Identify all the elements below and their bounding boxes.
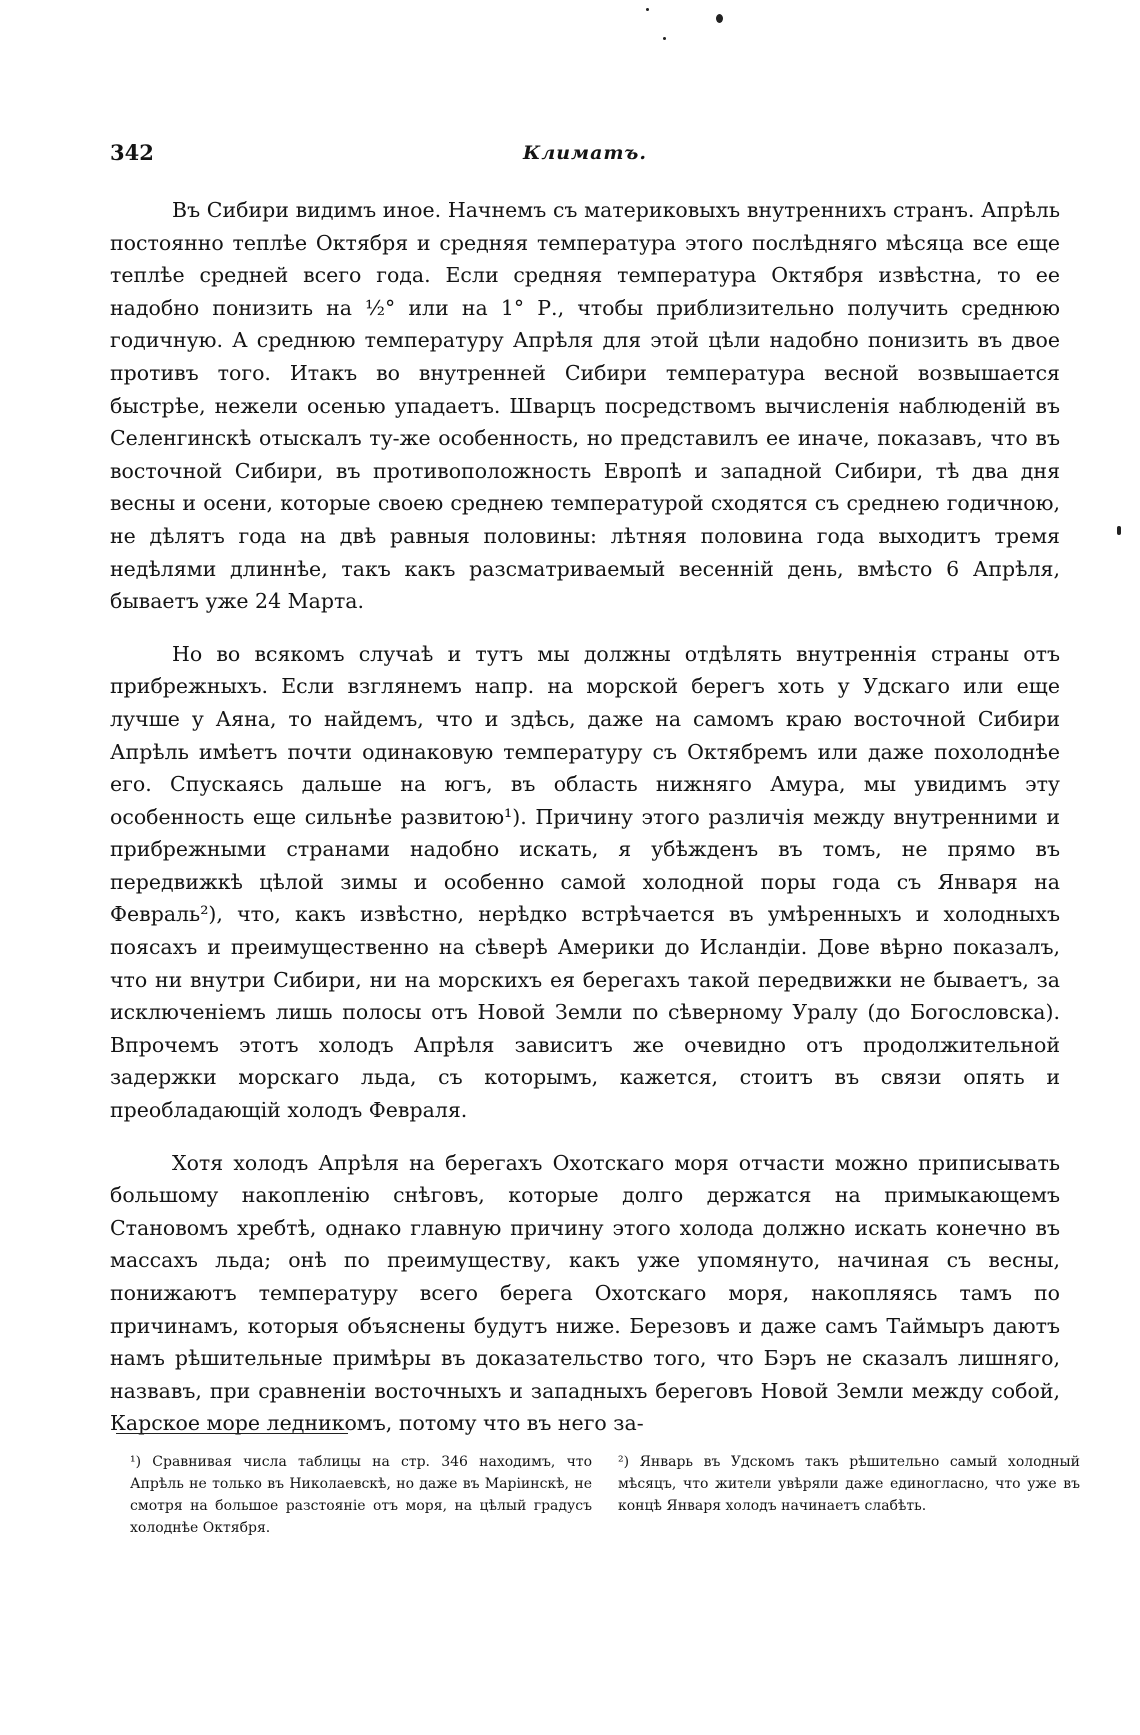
- scan-speck: [663, 37, 666, 40]
- footnote-2: ²) Январь въ Удскомъ такъ рѣшительно самый холодный мѣсяцъ, что жители увѣряли даже единогласно, что уже въ концѣ Января холодъ начинаетъ слабѣть.: [618, 1454, 1080, 1514]
- paragraph: Но во всякомъ случаѣ и тутъ мы должны отдѣлять внутреннія страны отъ прибрежныхъ. Если взглянемъ напр. на морской берегъ хоть у Удскаго или еще лучше у Аяна, то найдемъ, что и здѣсь, даже на самомъ краю восточной Сибири Апрѣль имѣетъ почти одинаковую температуру съ Октябремъ или даже похолоднѣе его. Спускаясь дальше на югъ, въ область нижняго Амура, мы увидимъ эту особенность еще сильнѣе развитою¹). Причину этого различія между внутренними и прибрежными странами надобно искать, я убѣжденъ въ томъ, не прямо въ передвижкѣ цѣлой зимы и особенно самой холодной поры года съ Января на Февраль²), что, какъ извѣстно, нерѣдко встрѣчается въ умѣренныхъ и холодныхъ поясахъ и преимущественно на сѣверѣ Америки до Исландіи. Дове вѣрно показалъ, что ни внутри Сибири, ни на морскихъ ея берегахъ такой передвижки не бываетъ, за исключеніемъ лишь полосы отъ Новой Земли по сѣверному Уралу (до Богословска). Впрочемъ этотъ холодъ Апрѣля зависитъ же очевидно отъ продолжительной задержки морскаго льда, съ которымъ, кажется, стоитъ въ связи опять и преобладающій холодъ Февраля.: [110, 641, 1060, 1123]
- footnote-1: ¹) Сравнивая числа таблицы на стр. 346 находимъ, что Апрѣль не только въ Николаевскѣ, но даже въ Маріинскѣ, не смотря на большое разстояніе отъ моря, на цѣлый градусъ холоднѣе Октября.: [130, 1454, 592, 1536]
- scan-speck: [646, 8, 649, 11]
- running-title: Климатъ.: [523, 142, 647, 164]
- body-text: [110, 194, 1060, 1460]
- scan-speck: [1117, 526, 1121, 535]
- scan-speck: [716, 14, 723, 23]
- page-number: 342: [110, 140, 154, 165]
- footnotes: [130, 1451, 1080, 1539]
- page-header: [110, 140, 1060, 170]
- footnote-divider: [116, 1433, 348, 1434]
- paragraph: Въ Сибири видимъ иное. Начнемъ съ материковыхъ внутреннихъ странъ. Апрѣль постоянно теплѣе Октября и средняя температура этого послѣдняго мѣсяца все еще теплѣе средней всего года. Если средняя температура Октября извѣстна, то ее надобно понизить на ½° или на 1° Р., чтобы приблизительно получить среднюю годичную. А среднюю температуру Апрѣля для этой цѣли надобно понизить въ двое противъ того. Итакъ во внутренней Сибири температура весной возвышается быстрѣе, нежели осенью упадаетъ. Шварцъ посредствомъ вычисленія наблюденій въ Селенгинскѣ отыскалъ ту-же особенность, но представилъ ее иначе, показавъ, что въ восточной Сибири, въ противоположность Европѣ и западной Сибири, тѣ два дня весны и осени, которые своею среднею температурой сходятся съ среднею годичною, не дѣлятъ года на двѣ равныя половины: лѣтняя половина года выходитъ тремя недѣлями длиннѣе, такъ какъ разсматриваемый весенній день, вмѣсто 6 Апрѣля, бываетъ уже 24 Марта.: [110, 198, 1060, 614]
- paragraph: Хотя холодъ Апрѣля на берегахъ Охотскаго моря отчасти можно приписывать большому накопленію снѣговъ, которые долго держатся на примыкающемъ Становомъ хребтѣ, однако главную причину этого холода должно искать конечно въ массахъ льда; онѣ по преимуществу, какъ уже упомянуто, начиная съ весны, понижаютъ температуру всего берега Охотскаго моря, накопляясь тамъ по причинамъ, которыя объяснены будутъ ниже. Березовъ и даже самъ Таймыръ даютъ намъ рѣшительные примѣры въ доказательство того, что Бэръ не сказалъ лишняго, назвавъ, при сравненіи восточныхъ и западныхъ береговъ Новой Земли между собой, Карское море ледникомъ, потому что въ него за-: [110, 1150, 1060, 1436]
